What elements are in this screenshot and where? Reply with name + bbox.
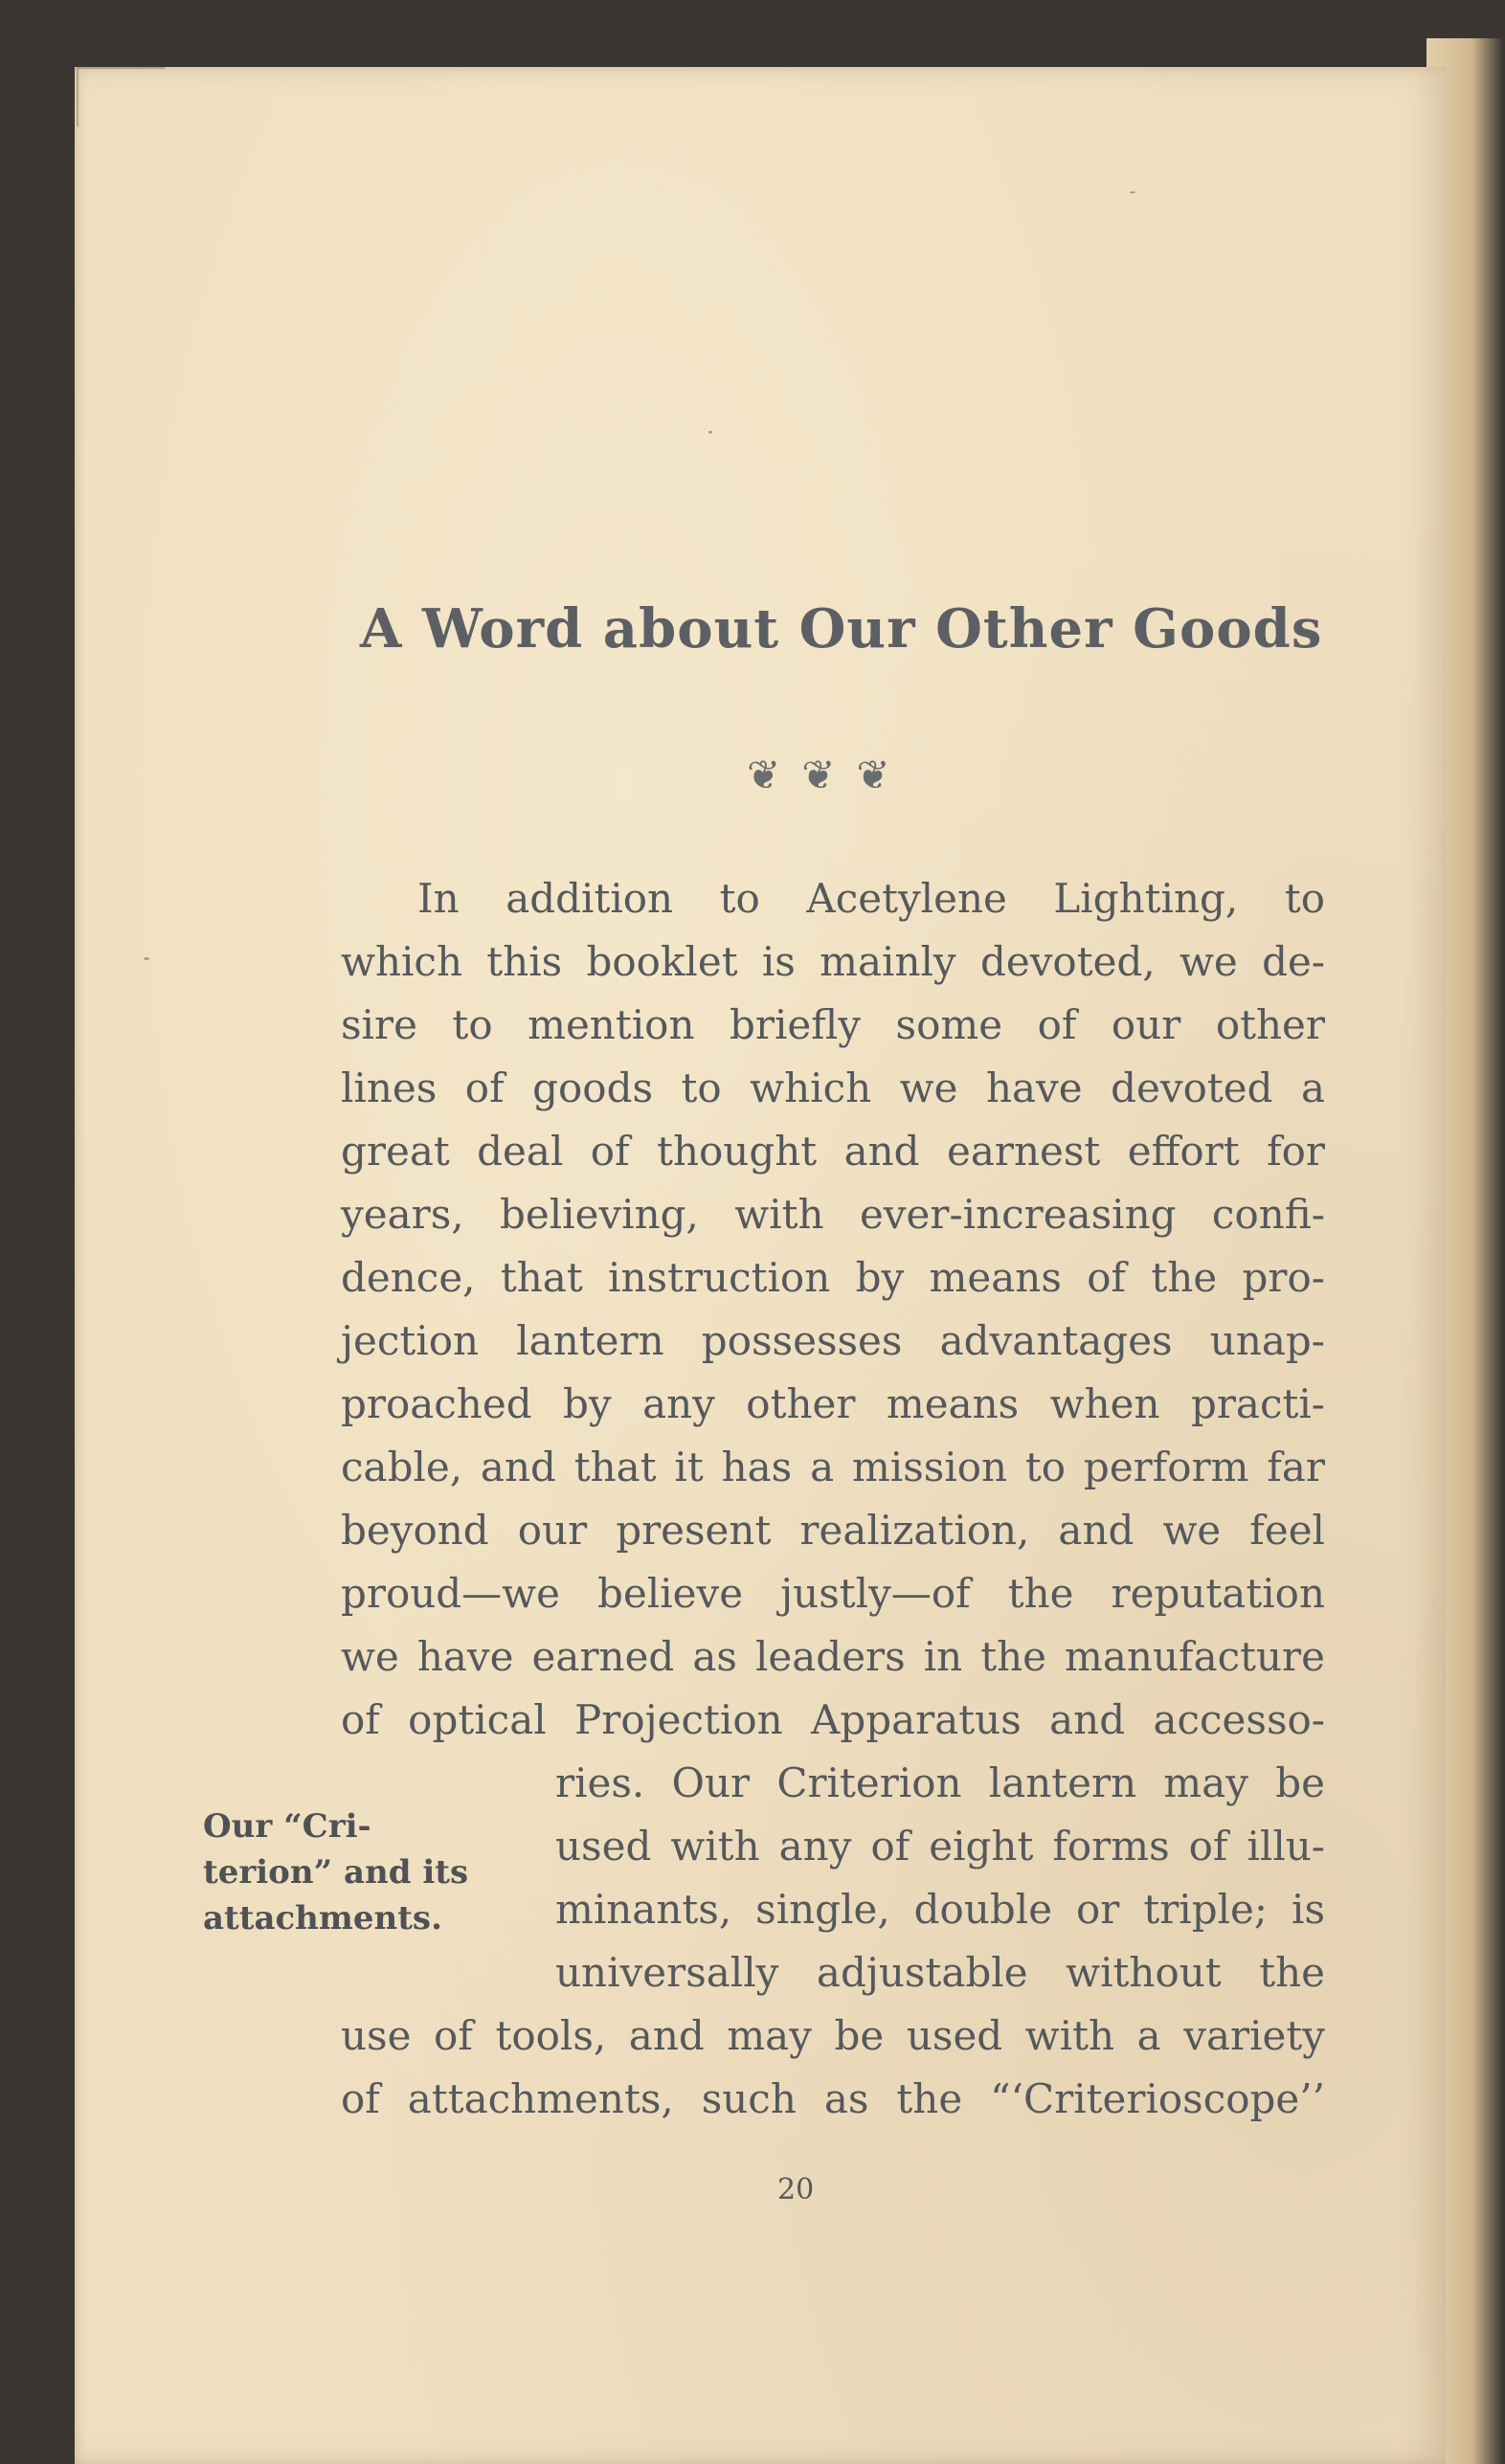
text-line: which this booklet is mainly devoted, we de- bbox=[341, 938, 1325, 985]
paper-speck bbox=[144, 957, 149, 960]
text-line: ries. Our Criterion lantern may be bbox=[555, 1759, 1325, 1806]
text-line: proached by any other means when practi- bbox=[341, 1380, 1325, 1427]
text-line: In addition to Acetylene Lighting, to bbox=[417, 875, 1325, 922]
page-corner-mark bbox=[77, 67, 165, 126]
text-line: beyond our present realization, and we feel bbox=[341, 1507, 1325, 1554]
text-line: used with any of eight forms of illu- bbox=[555, 1823, 1325, 1870]
margin-note-line: attachments. bbox=[203, 1899, 442, 1938]
text-line: we have earned as leaders in the manufacture bbox=[341, 1633, 1325, 1680]
margin-note-line: terion” and its bbox=[203, 1853, 469, 1892]
ornament-row bbox=[747, 747, 957, 804]
body-paragraph bbox=[341, 867, 1325, 2131]
text-line: sire to mention briefly some of our other bbox=[341, 1001, 1325, 1048]
text-line: cable, and that it has a mission to perform far bbox=[341, 1444, 1325, 1490]
text-line: dence, that instruction by means of the pro- bbox=[341, 1254, 1325, 1301]
page-title: A Word about Our Other Goods bbox=[360, 597, 1323, 661]
text-line: of optical Projection Apparatus and accesso- bbox=[341, 1696, 1325, 1743]
text-line: lines of goods to which we have devoted a bbox=[341, 1064, 1325, 1111]
text-line: universally adjustable without the bbox=[555, 1949, 1325, 1996]
text-line: jection lantern possesses advantages unap- bbox=[341, 1317, 1325, 1364]
margin-note bbox=[203, 1803, 519, 1941]
margin-note-line: Our “Cri- bbox=[203, 1807, 371, 1846]
text-line: years, believing, with ever-increasing confi- bbox=[341, 1191, 1325, 1238]
text-line: proud—we believe justly—of the reputation bbox=[341, 1570, 1325, 1617]
fleuron-icon: ❦ bbox=[747, 751, 781, 798]
paper-speck bbox=[708, 431, 712, 434]
text-line: minants, single, double or triple; is bbox=[555, 1886, 1325, 1933]
text-line: use of tools, and may be used with a variety bbox=[341, 2012, 1325, 2059]
text-line: of attachments, such as the “‘Criterioscope’’ bbox=[341, 2075, 1325, 2122]
paper-speck bbox=[1130, 191, 1135, 193]
fleuron-icon: ❦ bbox=[856, 751, 890, 798]
page-number: 20 bbox=[777, 2173, 815, 2206]
fleuron-icon: ❦ bbox=[801, 751, 836, 798]
text-line: great deal of thought and earnest effort for bbox=[341, 1128, 1325, 1175]
